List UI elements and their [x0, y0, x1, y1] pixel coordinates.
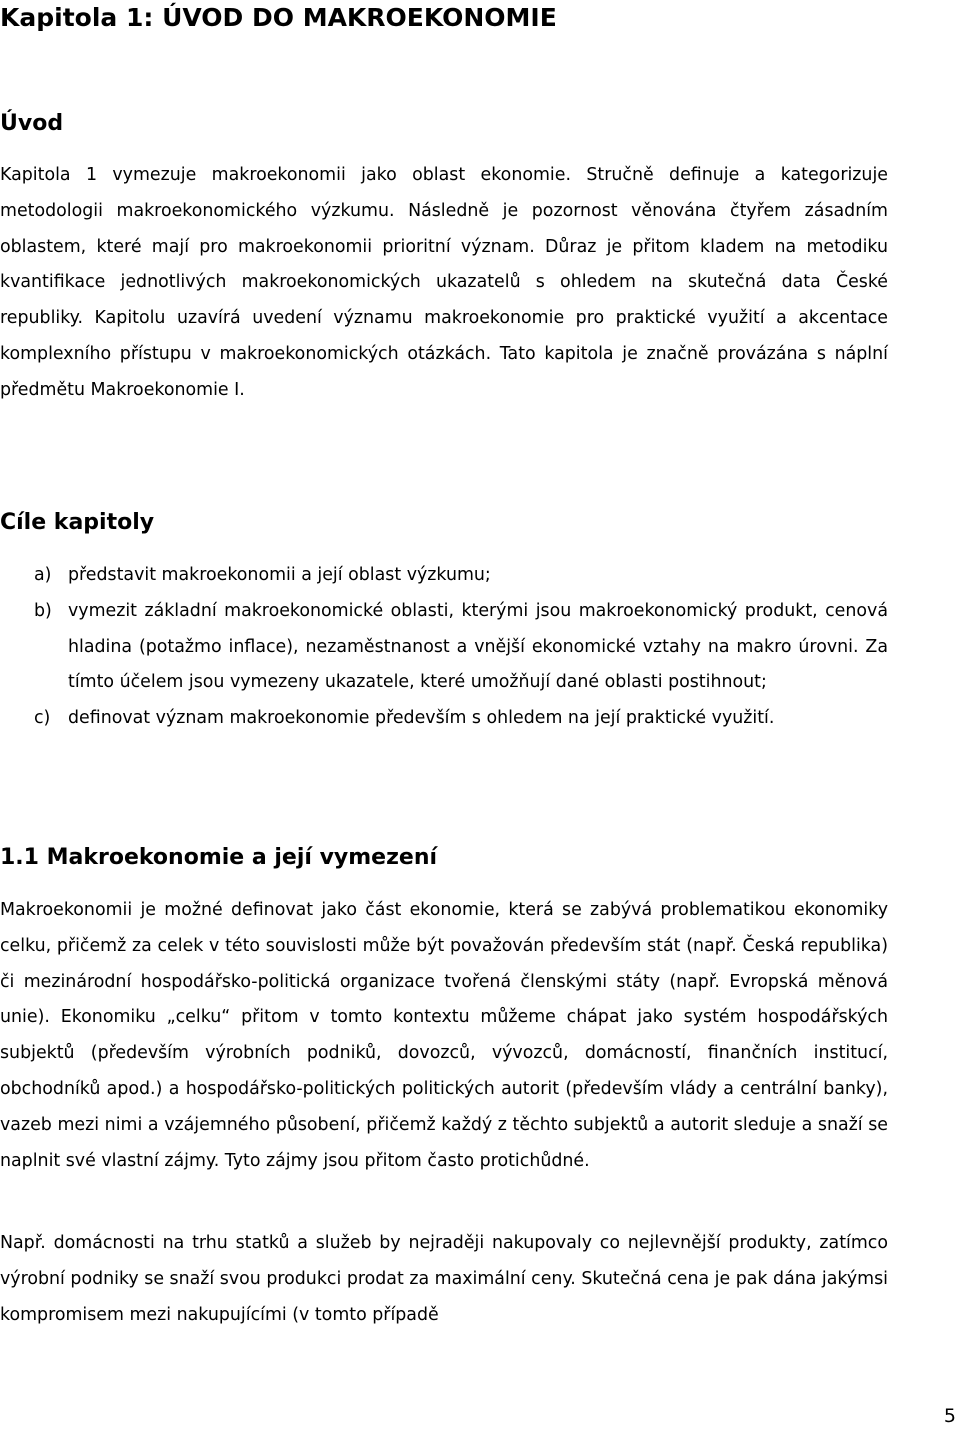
goals-heading: Cíle kapitoly [0, 510, 155, 535]
goal-marker: b) [34, 600, 52, 621]
intro-heading: Úvod [0, 111, 64, 136]
chapter-title: Kapitola 1: ÚVOD DO MAKROEKONOMIE [0, 3, 557, 32]
section-heading: 1.1 Makroekonomie a její vymezení [0, 845, 438, 870]
goal-text: definovat význam makroekonomie především s ohledem na její praktické využití. [68, 708, 775, 729]
goals-list [0, 558, 888, 737]
goal-item [0, 594, 888, 701]
intro-paragraph: Kapitola 1 vymezuje makroekonomii jako oblast ekonomie. Stručně definuje a kategorizuje metodologii makroekonomického výzkumu. Následně je pozornost věnována čtyřem zásadním oblastem, které mají pro makroekonomii prioritní význam. Důraz je přitom kladem na metodiku kvantifikace jednotlivých makroekonomických ukazatelů s ohledem na skutečná data České republiky. Kapitolu uzavírá uvedení významu makroekonomie pro praktické využití a akcentace komplexního přístupu v makroekonomických otázkách. Tato kapitola je značně provázána s náplní předmětu Makroekonomie I. [0, 165, 888, 400]
goal-item [0, 701, 888, 737]
goal-marker: c) [34, 708, 51, 729]
goal-text: představit makroekonomii a její oblast výzkumu; [68, 565, 491, 585]
section-paragraph-2: Např. domácnosti na trhu statků a služeb by nejraději nakupovaly co nejlevnější produkty, zatímco výrobní podniky se snaží svou produkci prodat za maximální ceny. Skutečná cena je pak dána jakýmsi kompromisem mezi nakupujícími (v tomto případě [0, 1233, 888, 1325]
section-paragraph-1: Makroekonomii je možné definovat jako část ekonomie, která se zabývá problematikou ekonomiky celku, přičemž za celek v této souvislosti může být považován především stát (např. Česká republika) či mezinárodní hospodářsko-politická organizace tvořená členskými státy (např. Evropská měnová unie). Ekonomiku „celku“ přitom v tomto kontextu můžeme chápat jako systém hospodářských subjektů (především výrobních podniků, dovozců, vývozců, domácností, finančních institucí, obchodníků apod.) a hospodářsko-politických politických autorit (především vlády a centrální banky), vazeb mezi nimi a vzájemného působení, přičemž každý z těchto subjektů a autorit sleduje a snaží se naplnit své vlastní zájmy. Tyto zájmy jsou přitom často protichůdné. [0, 900, 888, 1171]
page-number: 5 [943, 1405, 956, 1427]
goal-text: vymezit základní makroekonomické oblasti, kterými jsou makroekonomický produkt, cenová hladina (potažmo inflace), nezaměstnanost a vnější ekonomické vztahy na makro úrovni. Za tímto účelem jsou vymezeny ukazatele, které umožňují dané oblasti postihnout; [68, 600, 888, 693]
goal-item [0, 558, 888, 594]
goal-marker: a) [34, 565, 52, 585]
